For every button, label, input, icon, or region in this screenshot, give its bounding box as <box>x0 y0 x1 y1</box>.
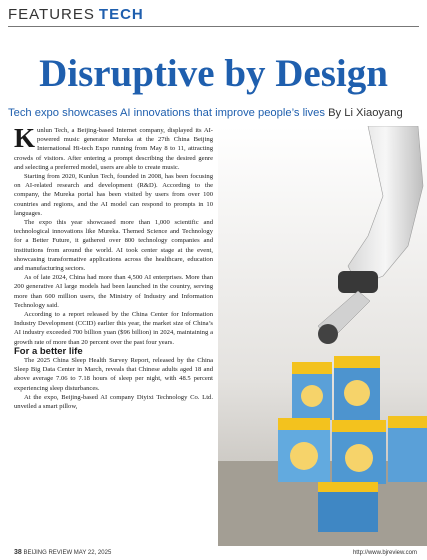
subheadline <box>8 107 403 119</box>
paragraph: Kunlun Tech, a Beijing-based Internet company, displayed its AI-powered music generator Mureka at the 27th China Beijing International Hi-tech Expo running from May 8 to 11, attracting crowds of visitors. After entering a prompt describing the desired genre and selecting a preferred model, users are able to create music. <box>14 123 213 171</box>
paragraph: As of late 2024, China had more than 4,500 AI enterprises. More than 200 generative AI large models had been launched in the country, serving more than 600 million users, the Ministry of Industry and Information Technology said. <box>14 274 213 309</box>
article-photo <box>218 126 427 546</box>
subheadline-text: Tech expo showcases AI innovations that improve people’s lives <box>8 107 325 119</box>
drop-cap: K <box>14 123 36 153</box>
section-tag: TECH <box>98 6 144 23</box>
page-number: 38 <box>14 549 22 556</box>
publication-date: BEIJING REVIEW MAY 22, 2025 <box>23 550 112 556</box>
header-divider <box>8 26 419 27</box>
paragraph: According to a report released by the China Center for Information Industry Development (CCID) earlier this year, the market size of China’s AI industry exceeded 700 billion yuan ($96 billion) in 2024, maintaining a growth rate of more than 20 percent over the past four years. <box>14 311 213 346</box>
byline: By Li Xiaoyang <box>328 107 403 119</box>
section-label: FEATURES <box>8 6 95 23</box>
page-footer-left <box>14 549 111 556</box>
paragraph: At the expo, Beijing-based AI company Diyixi Technology Co. Ltd. unveiled a smart pillow, <box>14 393 213 411</box>
section-subhead: For a better life <box>14 345 83 357</box>
section-header <box>8 6 144 23</box>
footer-url: http://www.bjreview.com <box>352 550 417 556</box>
paragraph: The 2025 China Sleep Health Survey Report, released by the China Sleep Big Data Center in March, reveals that Chinese adults aged 18 and above average 7.06 to 7.18 hours of sleep per night, with 48.5 percent experiencing sleep disturbances. <box>14 357 213 392</box>
paragraph: The expo this year showcased more than 1,000 scientific and technological innovations like Mureka. Themed Science and Technology for a Better Future, it gathered over 800 technology companies and institutions from around the world. AI took center stage at the event, showcasing transformative applications across the healthcare, education and manufacturing sectors. <box>14 219 213 273</box>
article-column-1 <box>14 123 213 411</box>
robot-arm-photo-illustration <box>218 126 427 546</box>
paragraph: Starting from 2020, Kunlun Tech, founded in 2008, has been focusing on AI-related research and development (R&D). According to the company, the Mureka portal has been visited by users from over 100 countries and regions, and the AI model can respond to prompts in 10 languages. <box>14 173 213 217</box>
headline: Disruptive by Design <box>39 52 388 95</box>
